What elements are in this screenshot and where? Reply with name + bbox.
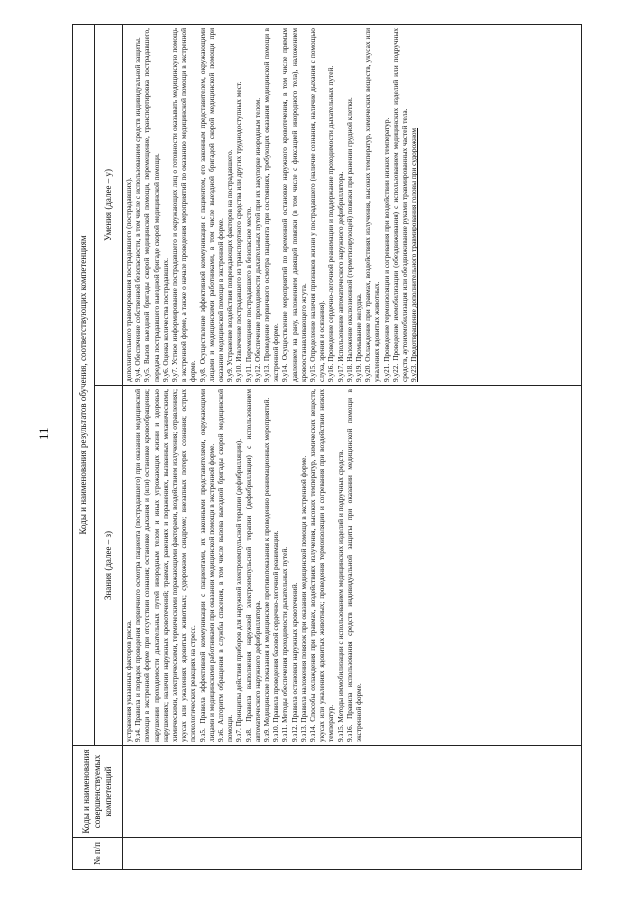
header-code: Коды и наименования совершенствуемых компетенций [73,746,123,838]
knowledge-item: 9.з9. Медицинские показания и медицинские противопоказания к проведению реанимационных мероприятий. [262,397,272,742]
header-results: Коды и наименования результатов обучения, соответствующих компетенциям [73,25,95,746]
knowledge-item: 9.з16. Правила использования средств индивидуальной защиты при оказании медицинской помощи в экстренной форме. [344,389,364,742]
header-knowledge: Знания (далее – з) [95,386,123,746]
knowledge-item: 9.з5. Правила эффективной коммуникации с пациентами, их законными представителями, окружающими лицами и медицинскими работниками при оказании медицинской помощи в экстренной форме. [197,389,216,742]
competency-table [72,24,582,870]
cell-code [123,746,582,838]
skill-item: 9.у7. Устное информирование пострадавшего и окружающих лиц о готовности оказывать медицинскую помощь в экстренной форме, а также о начале проведения мероприятий по оказанию медицинской помощи в экстренной форме. [170,28,198,382]
skill-item: 9.у13. Проведение первичного осмотра пациента при состояниях, требующих оказания медицинской помощи в экстренной форме. [262,28,281,382]
header-number: № п/п [73,838,123,870]
skill-item: 9.у6. Оценка количества пострадавших. [160,258,170,382]
knowledge-item: устранения указанных факторов риска. [124,620,133,742]
skill-item: 9.у8. Осуществление эффективной коммуникации с пациентом, его законным представителем, окружающими лицами и медицинскими работниками, в том числе выездной бригадой скорой медицинской помощи при оказании медицинской помощи в экстренной форме. [197,28,226,382]
skill-item: дополнительного травмирования пострадавшего (пострадавших). [124,177,133,382]
skills-cell [123,25,582,386]
knowledge-cell [123,386,582,746]
skill-item: 9.у23. Предотвращение дополнительного травмирования головы при судорожном [409,127,419,382]
skill-item: 9.у10. Извлечение пострадавшего из транспортного средства или других труднодоступных мест. [234,81,244,382]
knowledge-item: 9.з12. Правила остановки наружных кровотечений. [289,582,299,742]
knowledge-item: 9.з7. Принципы действия приборов для наружной электроимпульсной терапии (дефибрилляции). [234,438,244,742]
skill-item: 9.у18. Наложение окклюзионной (герметизирующей) повязки при ранении грудной клетки. [344,97,354,382]
skill-item: 9.у5. Вызов выездной бригады скорой медицинской помощи, перемещение, транспортировка пострадавшего, передача пострадавшего выездной бригаде скорой медицинской помощи. [142,28,161,382]
skill-item: 9.у12. Обеспечение проходимости дыхательных путей при их закупорке инородным телом. [252,97,262,382]
skill-item: 9.у14. Осуществление мероприятий по временной остановке наружного кровотечения, в том числе прямым давлением на рану, наложением давящей повязки (в том числе с фиксацией инородного тела), наложением кровоостанавливающего жгута. [280,28,308,382]
knowledge-item: 9.з10. Правила проведения базовой сердечно-легочной реанимации. [271,530,281,742]
knowledge-item: 9.з8. Правила выполнения наружной электроимпульсной терапии (дефибрилляции) с использованием автоматического наружного дефибриллятора. [243,389,262,742]
skill-item: 9.у19. Промывание желудка. [354,293,364,382]
rotated-page [72,25,582,870]
header-skills: Умения (далее – у) [95,25,123,386]
knowledge-item: 9.з14. Способы охлаждения при травмах, воздействиях излучения, высоких температур, химических веществ, укусах или ужалениях ядовитых животных; проведения термоизоляции и согревания при воздействии низких температур. [308,389,336,742]
skill-item: 9.у17. Использование автоматического наружного дефибриллятора. [335,171,345,382]
skill-item: 9.у4. Обеспечение собственной безопасности, в том числе с использованием средств индивидуальной защиты. [133,37,143,382]
knowledge-item: 9.з4. Правила и порядок проведения первичного осмотра пациента (пострадавшего) при оказании медицинской помощи в экстренной форме при отсутствии сознания; остановке дыхания и (или) остановке кровообращения; нарушении проходимости дыхательных путей инородным телом и иных угрожающих жизни и здоровью нарушениях; наличии наружных кровотечений; травмах, ранениях и поражениях, вызванных механическими, химическими, электрическими, термическими поражающими факторами, воздействием излучения; отравлениях; укусах или ужалениях ядовитых животных; судорожном синдроме; внезапных потерях сознания; острых психологических реакциях на стресс. [133,389,198,742]
cell-number [123,838,582,870]
skill-item: 9.у16. Проведение сердечно-легочной реанимации и поддержание проходимости дыхательных путей. [326,65,336,382]
knowledge-item: 9.з15. Методы иммобилизации с использованием медицинских изделий и подручных средств. [335,449,345,742]
skill-item: 9.у15. Определение наличия признаков жизни у пострадавшего (наличие сознания, наличие дыхания с помощью слуха, зрения и осязания). [308,28,327,382]
skill-item: 9.у11. Перемещение пострадавшего в безопасное место. [243,206,253,382]
page-number: 11 [36,427,51,440]
skill-item: 9.у22. Проведение иммобилизации (обездвиживания) с использованием медицинских изделий или подручных средств, аутоиммобилизация или обездвиживание руками травмированных частей тела. [390,28,410,382]
skill-item: 9.у21. Проведение термоизоляции и согревания при воздействии низких температур. [381,117,391,382]
skill-item: 9.у9. Устранение воздействия повреждающих факторов на пострадавшего. [225,149,235,382]
skill-item: 9.у20. Охлаждение при травмах, воздействиях излучения, высоких температур, химических веществ, укусах или ужалениях ядовитых животных. [363,28,382,382]
knowledge-item: 9.з11. Методы обеспечения проходимости дыхательных путей. [280,546,290,742]
knowledge-item: 9.з6. Алгоритм обращения в службы спасения, в том числе вызова выездной бригады скорой медицинской помощи. [216,389,235,742]
knowledge-item: 9.з13. Правила наложения повязок при оказании медицинской помощи в экстренной форме. [298,455,308,742]
